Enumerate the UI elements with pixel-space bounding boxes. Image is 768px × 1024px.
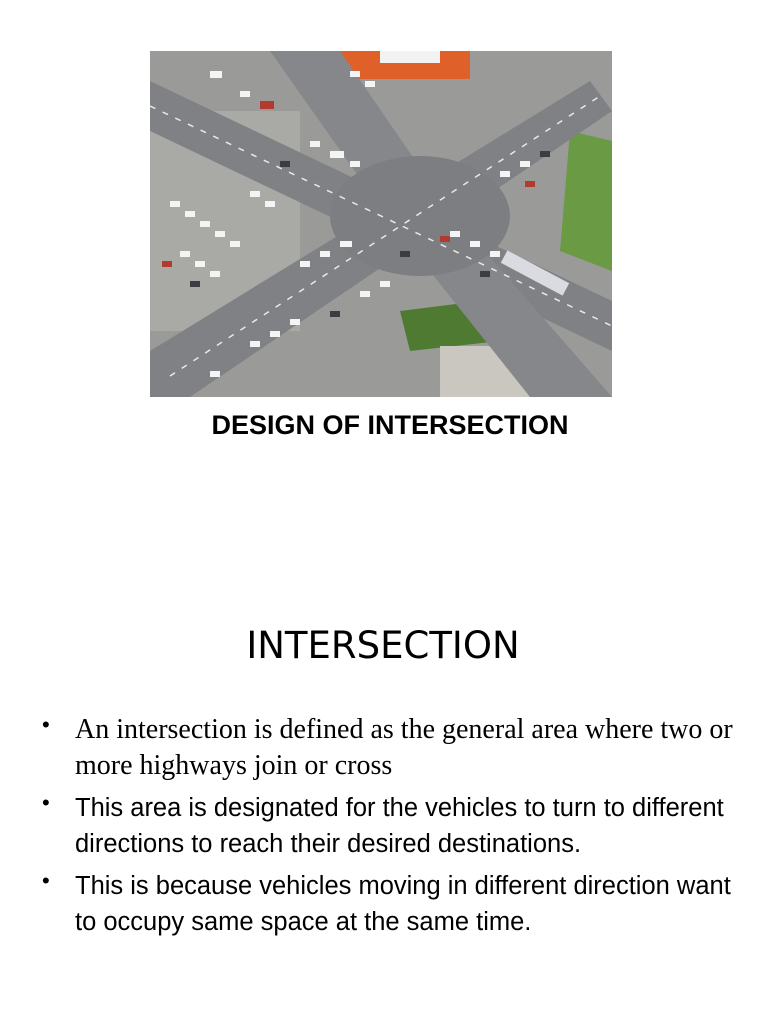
bullet-marker: • — [42, 790, 50, 815]
cover-title: DESIGN OF INTERSECTION — [211, 410, 569, 440]
bullet-text: This area is designated for the vehicles to turn to different directions to reach their desired destinations. — [75, 794, 724, 858]
intersection-photo — [150, 51, 612, 397]
bullet-item — [40, 790, 740, 862]
bullet-text: An intersection is defined as the general area where two or more highways join or cross — [75, 714, 733, 781]
bullet-item — [40, 868, 740, 940]
bullet-marker: • — [42, 712, 50, 737]
bullet-list — [40, 712, 740, 940]
bullet-marker: • — [42, 868, 50, 893]
slide-heading: INTERSECTION — [246, 624, 520, 667]
content-slide — [0, 600, 768, 1024]
aerial-intersection-icon — [150, 51, 612, 397]
bullet-text: This is because vehicles moving in different direction want to occupy same space at the same time. — [75, 872, 731, 936]
bullet-item — [40, 712, 740, 784]
